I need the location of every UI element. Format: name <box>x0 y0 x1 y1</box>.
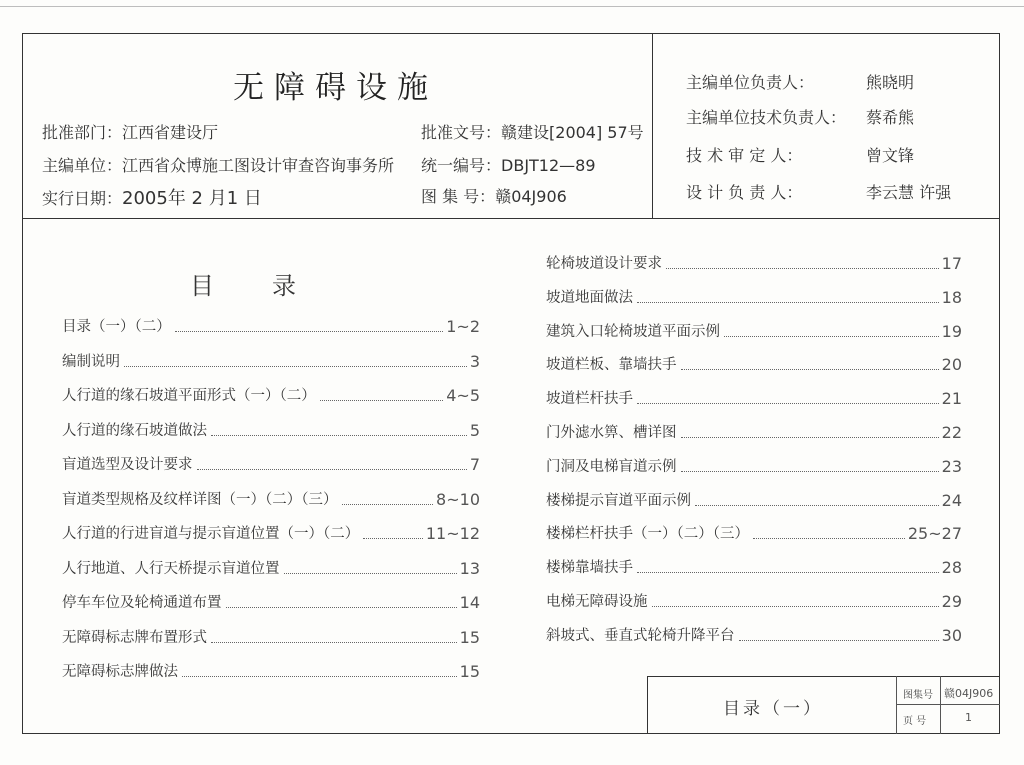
dot-leader <box>211 435 467 436</box>
toc-entry <box>62 454 480 474</box>
approval-dept-label: 批准部门： <box>42 123 123 142</box>
role-label: 主编单位技术负责人： <box>686 108 847 127</box>
dot-leader <box>342 504 434 505</box>
toc-entry <box>546 321 962 341</box>
dot-leader <box>363 538 423 539</box>
approval-doc-label: 批准文号： <box>421 123 502 142</box>
unified-code <box>421 153 596 176</box>
approval-dept <box>42 120 218 143</box>
effective-date <box>42 184 262 210</box>
toc-entry-title: 建筑入口轮椅坡道平面示例 <box>546 323 720 340</box>
dot-leader <box>211 642 457 643</box>
toc-entry-page: 15 <box>459 662 480 681</box>
toc-entry-page: 7 <box>469 455 480 474</box>
dot-leader <box>681 437 939 438</box>
atlas-number <box>421 184 567 207</box>
header-divider <box>22 218 1000 219</box>
toc-entry <box>62 558 480 578</box>
dot-leader <box>666 268 939 269</box>
toc-entry-page: 5 <box>469 420 480 440</box>
dot-leader <box>637 302 939 303</box>
dot-leader <box>637 403 939 404</box>
editing-unit-label: 主编单位： <box>42 156 123 175</box>
toc-entry-title: 坡道栏杆扶手 <box>546 391 633 408</box>
toc-entry <box>546 422 962 442</box>
toc-entry-title: 停车车位及轮椅通道布置 <box>62 595 222 611</box>
role-label: 主编单位负责人： <box>686 73 815 92</box>
toc-entry-page: 30 <box>941 625 962 645</box>
person-name: 蔡希熊 <box>866 108 915 127</box>
toc-entry-title: 轮椅坡道设计要求 <box>546 256 662 272</box>
toc-entry <box>62 489 480 509</box>
toc-entry <box>62 316 480 336</box>
effective-date-label: 实行日期： <box>42 189 123 208</box>
dot-leader <box>182 676 457 677</box>
toc-entry-page: 20 <box>941 355 962 375</box>
toc-entry-title: 人行道的行进盲道与提示盲道位置（一）（二） <box>62 526 360 542</box>
atlas-no-label: 图集号 <box>903 690 933 701</box>
people-row <box>686 105 914 128</box>
page-title: 无障碍设施 <box>233 70 438 106</box>
toc-entry-page: 22 <box>941 423 962 442</box>
dot-leader <box>724 336 939 337</box>
title-block-divider <box>896 676 897 734</box>
toc-entry-title: 坡道栏板、靠墙扶手 <box>546 357 677 374</box>
toc-entry-title: 盲道类型规格及纹样详图（一）（二）（三） <box>62 491 338 508</box>
toc-entry <box>546 456 962 476</box>
dot-leader <box>124 366 467 367</box>
atlas-no-value: 赣04J906 <box>944 687 994 700</box>
toc-entry <box>546 557 962 577</box>
toc-entry-title: 人行道的缘石坡道平面形式（一）（二） <box>62 388 316 404</box>
dot-leader <box>197 469 467 470</box>
toc-entry-page: 4~5 <box>446 386 480 405</box>
toc-entry-page: 24 <box>941 490 962 510</box>
toc-entry-page: 1~2 <box>446 317 480 336</box>
unified-code-label: 统一编号： <box>421 156 502 175</box>
toc-entry <box>546 625 962 645</box>
toc-entry-title: 盲道选型及设计要求 <box>62 457 193 473</box>
dot-leader <box>681 369 939 370</box>
toc-entry-title: 门外滤水箅、槽详图 <box>546 425 677 441</box>
toc-heading: 目录 <box>190 272 354 300</box>
header-vertical-divider <box>652 34 653 218</box>
people-row <box>686 143 914 166</box>
role-label: 技 术 审 定 人： <box>686 146 803 165</box>
toc-entry <box>62 523 480 543</box>
toc-entry-page: 23 <box>941 456 962 476</box>
person-name: 曾文锋 <box>866 146 915 165</box>
person-name: 熊晓明 <box>866 73 915 92</box>
dot-leader <box>284 573 457 574</box>
toc-entry-page: 19 <box>941 321 962 341</box>
toc-entry-title: 无障碍标志牌布置形式 <box>62 629 207 646</box>
toc-entry-page: 15 <box>459 627 480 647</box>
approval-doc-value: 赣建设[2004] 57号 <box>501 123 644 142</box>
toc-entry-page: 13 <box>459 558 480 578</box>
toc-entry-page: 8~10 <box>436 489 480 509</box>
unified-code-value: DBJT12—89 <box>501 156 596 175</box>
toc-entry-page: 17 <box>941 254 962 273</box>
toc-entry <box>62 592 480 612</box>
toc-entry-title: 人行地道、人行天桥提示盲道位置 <box>62 560 280 577</box>
toc-entry <box>546 591 962 611</box>
people-row <box>686 180 951 203</box>
toc-entry-title: 无障碍标志牌做法 <box>62 664 178 680</box>
effective-date-value: 2005年 2 月1 日 <box>122 188 262 209</box>
toc-entry-page: 28 <box>941 558 962 578</box>
dot-leader <box>175 331 443 332</box>
page-no-value: 1 <box>965 711 972 724</box>
toc-entry-page: 25~27 <box>907 524 962 544</box>
toc-entry-title: 编制说明 <box>62 353 120 370</box>
sheet-title: 目录（一） <box>723 699 823 719</box>
toc-entry-page: 21 <box>941 389 962 409</box>
toc-entry-page: 14 <box>459 593 480 612</box>
toc-entry <box>62 385 480 405</box>
toc-entry <box>62 351 480 371</box>
editing-unit-value: 江西省众博施工图设计审查咨询事务所 <box>122 156 395 175</box>
toc-entry-title: 楼梯靠墙扶手 <box>546 560 633 577</box>
toc-entry-title: 楼梯栏杆扶手（一）（二）（三） <box>546 526 749 543</box>
dot-leader <box>695 505 939 506</box>
atlas-number-label: 图 集 号： <box>421 187 496 206</box>
toc-entry-title: 楼梯提示盲道平面示例 <box>546 492 691 509</box>
page-no-label: 页 号 <box>903 716 927 727</box>
role-label: 设 计 负 责 人： <box>686 183 803 202</box>
editing-unit <box>42 153 394 176</box>
person-name: 李云慧 许强 <box>866 183 952 202</box>
toc-entry <box>546 490 962 510</box>
dot-leader <box>739 640 939 641</box>
toc-entry <box>62 420 480 440</box>
toc-entry <box>546 354 962 374</box>
title-block-divider <box>940 676 941 734</box>
title-block-divider <box>896 704 1000 705</box>
toc-entry-title: 电梯无障碍设施 <box>546 594 648 610</box>
toc-entry <box>546 287 962 307</box>
toc-entry-page: 11~12 <box>425 524 480 543</box>
toc-entry <box>546 523 962 543</box>
toc-entry-title: 目录（一）（二） <box>62 319 171 335</box>
toc-entry <box>62 627 480 647</box>
toc-entry-page: 29 <box>941 592 962 611</box>
people-row <box>686 70 914 93</box>
toc-entry-title: 门洞及电梯盲道示例 <box>546 458 677 475</box>
toc-entry-title: 斜坡式、垂直式轮椅升降平台 <box>546 627 735 644</box>
toc-entry <box>62 661 480 681</box>
dot-leader <box>681 471 939 472</box>
atlas-number-value: 赣04J906 <box>495 187 567 206</box>
toc-entry <box>546 253 962 273</box>
toc-entry-page: 3 <box>469 351 480 371</box>
toc-entry <box>546 388 962 408</box>
approval-dept-value: 江西省建设厅 <box>122 123 219 142</box>
dot-leader <box>637 572 939 573</box>
toc-entry-title: 人行道的缘石坡道做法 <box>62 422 207 439</box>
dot-leader <box>652 606 939 607</box>
dot-leader <box>753 538 905 539</box>
toc-entry-title: 坡道地面做法 <box>546 289 633 306</box>
dot-leader <box>320 400 443 401</box>
toc-entry-page: 18 <box>941 287 962 307</box>
dot-leader <box>226 607 457 608</box>
scan-top-edge <box>0 6 1024 7</box>
approval-doc <box>421 120 644 143</box>
